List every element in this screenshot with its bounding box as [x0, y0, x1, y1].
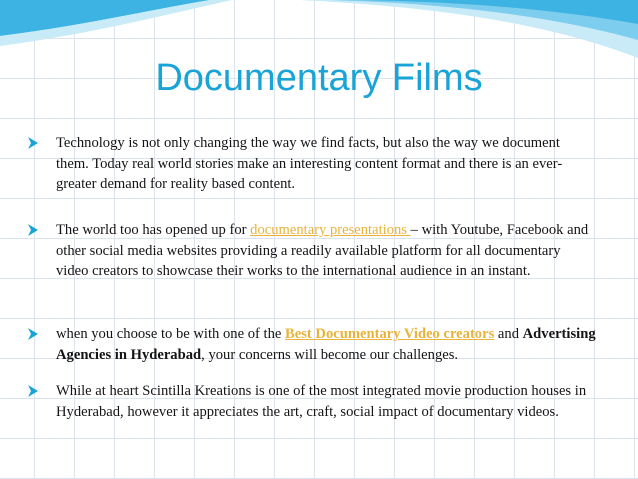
arrow-bullet-icon [26, 223, 40, 237]
bold-text: Advertising Agencies in Hyderabad [56, 326, 596, 363]
arrow-bullet-icon [26, 327, 40, 341]
bullet-text: Technology is not only changing the way we find facts, but also the way we document them. Today real world stories make an interesting content format and there is an ever-greater demand for reality based content. [56, 135, 563, 192]
bullet-text: The world too has opened up for [56, 222, 251, 238]
bullet-text: – with Youtube, Facebook and other social media websites providing a readily available platform for all documentary video creators to showcase their works to the international audience in an instant. [56, 222, 589, 279]
bullet-text: , your concerns will become our challenges. [201, 346, 459, 363]
arrow-bullet-icon [26, 384, 40, 398]
bullet-text: and [494, 326, 523, 342]
best-documentary-video-creators-link[interactable]: Best Documentary Video creators [285, 326, 495, 342]
slide-title: Documentary Films [155, 57, 483, 99]
bullet-item [26, 133, 596, 199]
bullet-text: While at heart Scintilla Kreations is one of the most integrated movie production houses in Hyderabad, however it appreciates the art, craft, social impact of documentary videos. [56, 383, 587, 420]
bullet-text: when you choose to be with one of the [56, 326, 285, 342]
bullet-item [26, 324, 596, 368]
bullet-item [26, 220, 596, 306]
arrow-bullet-icon [26, 136, 40, 150]
bullet-list [26, 133, 596, 447]
documentary-presentations-link[interactable]: documentary presentations [250, 222, 411, 238]
bullet-item [26, 381, 596, 447]
